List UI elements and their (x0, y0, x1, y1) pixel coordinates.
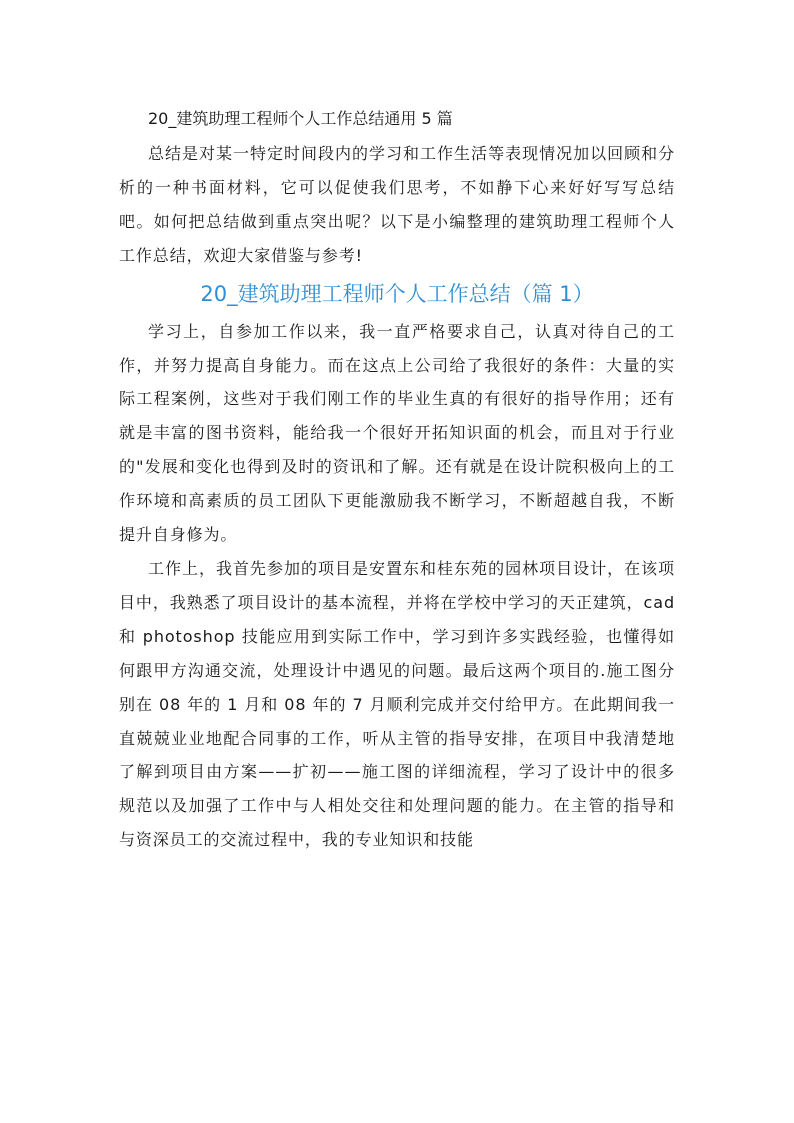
section-paragraph-work: 工作上，我首先参加的项目是安置东和桂东苑的园林项目设计，在该项目中，我熟悉了项目设计的基本流程，并将在学校中学习的天正建筑，cad 和 photoshop 技能应用到实际工作中，学习到许多实践经验，也懂得如何跟甲方沟通交流，处理设计中遇见的问题。最后这两个项目的.施工图分别在 08 年的 1 月和 08 年的 7 月顺利完成并交付给甲方。在此期间我一直兢兢业业地配合同事的工作，听从主管的指导安排，在项目中我清楚地了解到项目由方案——扩初——施工图的详细流程，学习了设计中的很多规范以及加强了工作中与人相处交往和处理问题的能力。在主管的指导和与资深员工的交流过程中，我的专业知识和技能 (119, 558, 675, 850)
intro-paragraph: 总结是对某一特定时间段内的学习和工作生活等表现情况加以回顾和分析的一种书面材料，它可以促使我们思考，不如静下心来好好写写总结吧。如何把总结做到重点突出呢？以下是小编整理的建筑助理工程师个人工作总结，欢迎大家借鉴与参考! (119, 144, 675, 265)
document-body (119, 100, 675, 857)
document-title: 20_建筑助理工程师个人工作总结通用 5 篇 (148, 109, 453, 128)
section-heading: 20_建筑助理工程师个人工作总结（篇 1） (200, 281, 594, 306)
section-paragraph-study: 学习上，自参加工作以来，我一直严格要求自己，认真对待自己的工作，并努力提高自身能力。而在这点上公司给了我很好的条件：大量的实际工程案例，这些对于我们刚工作的毕业生真的有很好的指导作用；还有就是丰富的图书资料，能给我一个很好开拓知识面的机会，而且对于行业的"发展和变化也得到及时的资讯和了解。还有就是在设计院积极向上的工作环境和高素质的员工团队下更能激励我不断学习，不断超越自我，不断提升自身修为。 (119, 321, 675, 545)
